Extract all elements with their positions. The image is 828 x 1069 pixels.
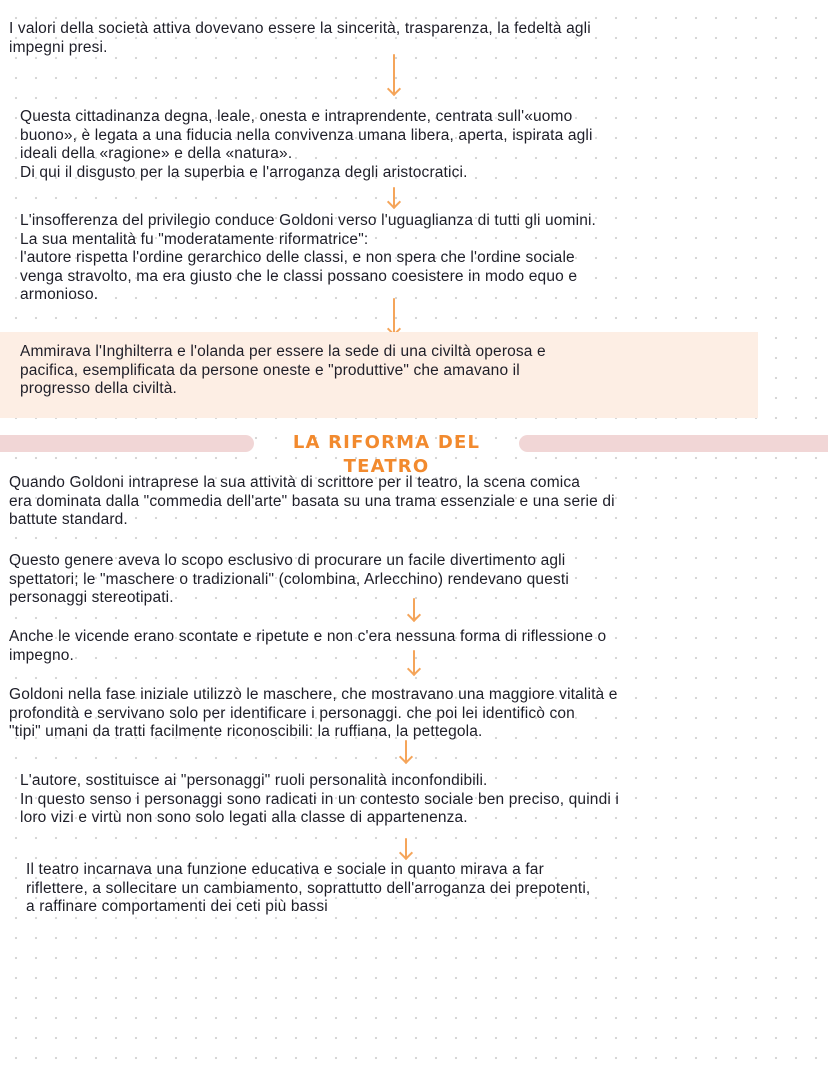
riforma-paragraph-3: Anche le vicende erano scontate e ripetute e non c'era nessuna forma di riflessione o impegno.	[9, 628, 607, 664]
heading-bar-left	[0, 435, 254, 452]
riforma-paragraph-6: Il teatro incarnava una funzione educativa e sociale in quanto mirava a far riflettere, a sollecitare un cambiamento, soprattutto dell'arroganza dei prepotenti, a raffinare comportamenti dei ceti più bassi	[26, 861, 591, 916]
insofferenza-paragraph: L'insofferenza del privilegio conduce Goldoni verso l'uguaglianza di tutti gli uomini. La sua mentalità fu "moderatamente riformatrice": l'autore rispetta l'ordine gerarchico delle classi, e non spera che l'ordine sociale venga stravolto, ma era giusto che le classi possano coesistere in modo equo e armonioso.	[20, 212, 597, 304]
riforma-paragraph-2: Questo genere aveva lo scopo esclusivo di procurare un facile divertimento agli spettatori; le "maschere o tradizionali" (colombina, Arlecchino) rendevano questi personaggi stereotipati.	[9, 552, 569, 607]
cittadinanza-paragraph: Questa cittadinanza degna, leale, onesta e intraprendente, centrata sull'«uomo buono», è legata a una fiducia nella convivenza umana libera, aperta, ispirata agli ideali della «ragione» e della «natura». Di qui il disgusto per la superbia e l'arroganza degli aristocratici.	[20, 108, 593, 181]
riforma-paragraph-5: L'autore, sostituisce ai "personaggi" ruoli personalità inconfondibili. In questo senso i personaggi sono radicati in un contesto sociale ben preciso, quindi i loro vizi e virtù non sono solo legati alla classe di appartenenza.	[20, 772, 619, 827]
intro-paragraph: I valori della società attiva dovevano essere la sincerità, trasparenza, la fedeltà agli impegni presi.	[9, 20, 591, 56]
section-title: LA RIFORMA DEL TEATRO	[292, 432, 481, 477]
inghilterra-paragraph: Ammirava l'Inghilterra e l'olanda per essere la sede di una civiltà operosa e pacifica, esemplificata da persone oneste e "produttive" che amavano il progresso della civiltà.	[20, 343, 546, 398]
riforma-paragraph-4: Goldoni nella fase iniziale utilizzò le maschere, che mostravano una maggiore vitalità e profondità e servivano solo per identificare i personaggi. che poi lei identificò con "tipi" umani da tratti facilmente riconoscibili: la ruffiana, la pettegola.	[9, 686, 618, 741]
riforma-paragraph-1: Quando Goldoni intraprese la sua attività di scrittore per il teatro, la scena comica era dominata dalla "commedia dell'arte" basata su una trama essenziale e una serie di battute standard.	[9, 474, 615, 529]
heading-bar-right	[519, 435, 828, 452]
